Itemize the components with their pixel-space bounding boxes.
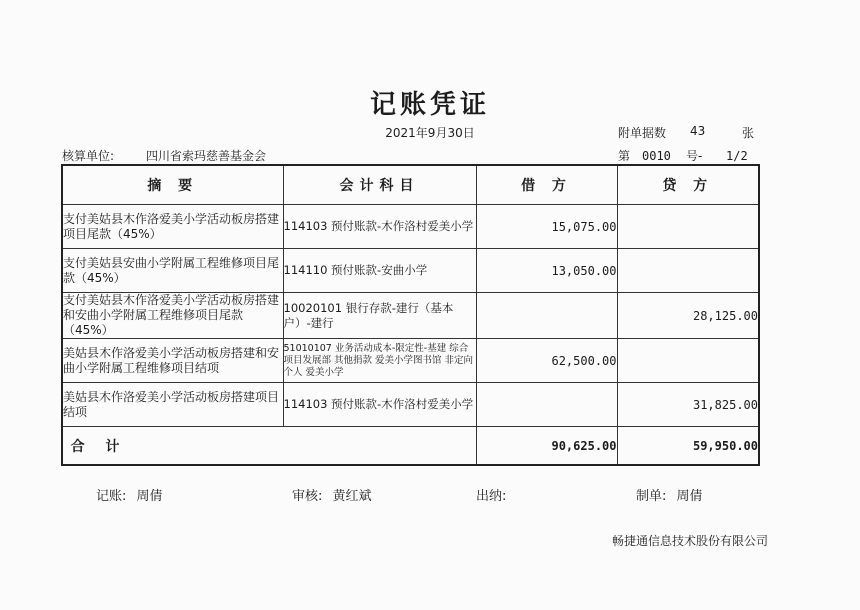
bookkeeper-name: 周倩 (136, 489, 163, 504)
row-subject: 10020101 银行存款-建行（基本户）-建行 (283, 293, 476, 339)
voucher-date: 2021年9月30日 (385, 126, 475, 140)
total-credit: 59,950.00 (617, 427, 759, 466)
table-header-row (62, 165, 759, 205)
voucher-title: 记账凭证 (369, 90, 490, 120)
voucher-number-value: 0010 (642, 149, 671, 163)
maker-signature (636, 485, 703, 504)
bookkeeper-label: 记账: (96, 489, 127, 504)
attachments-label: 附单据数 (618, 126, 667, 140)
row-debit: 13,050.00 (476, 249, 617, 293)
maker-name: 周倩 (676, 489, 703, 504)
voucher-number-prefix: 第 (618, 149, 631, 163)
reviewer-signature (292, 485, 372, 504)
row-debit (476, 293, 617, 339)
row-summary: 支付美姑县安曲小学附属工程维修项目尾款（45%） (62, 249, 283, 293)
row-subject: 114110 预付账款-安曲小学 (283, 249, 476, 293)
header-debit: 借 方 (476, 165, 617, 205)
row-credit (617, 205, 759, 249)
row-summary: 支付美姑县木作洛爱美小学活动板房搭建项目尾款（45%） (62, 205, 283, 249)
row-subject: 114103 预付账款-木作洛村爱美小学 (283, 205, 476, 249)
cashier-label: 出纳: (476, 489, 507, 504)
row-subject: 114103 预付账款-木作洛村爱美小学 (283, 383, 476, 427)
attachments-count: 43 (690, 124, 706, 138)
cashier-signature (476, 485, 517, 504)
total-label-text: 合 计 (70, 438, 128, 455)
table-row (62, 205, 759, 249)
unit-label: 核算单位: (62, 149, 115, 163)
voucher-number-mid: 号- (686, 149, 703, 163)
row-credit: 31,825.00 (617, 383, 759, 427)
row-summary: 美姑县木作洛爱美小学活动板房搭建项目结项 (62, 383, 283, 427)
reviewer-name: 黄红斌 (332, 489, 372, 504)
voucher-table (61, 164, 760, 466)
voucher-number (618, 147, 748, 164)
row-debit: 62,500.00 (476, 339, 617, 383)
table-row (62, 339, 759, 383)
maker-label: 制单: (636, 489, 667, 504)
unit-name: 四川省索玛慈善基金会 (146, 149, 267, 163)
reviewer-label: 审核: (292, 489, 323, 504)
voucher-page-number: 1/2 (726, 149, 748, 163)
row-credit (617, 249, 759, 293)
attachments-unit: 张 (742, 126, 755, 140)
header-credit: 贷 方 (617, 165, 759, 205)
header-subject: 会计科目 (283, 165, 476, 205)
row-debit: 15,075.00 (476, 205, 617, 249)
row-summary: 支付美姑县木作洛爱美小学活动板房搭建和安曲小学附属工程维修项目尾款（45%） (62, 293, 283, 339)
header-summary: 摘 要 (62, 165, 283, 205)
row-debit (476, 383, 617, 427)
row-summary: 美姑县木作洛爱美小学活动板房搭建和安曲小学附属工程维修项目结项 (62, 339, 283, 383)
software-company: 畅捷通信息技术股份有限公司 (612, 534, 769, 548)
row-subject: 51010107 业务活动成本-限定性-基建 综合项目发展部 其他捐款 爱美小学图书馆 非定向 个人 爱美小学 (283, 339, 476, 383)
bookkeeper-signature (96, 485, 163, 504)
total-label (62, 427, 476, 466)
total-row (62, 427, 759, 466)
row-credit (617, 339, 759, 383)
row-credit: 28,125.00 (617, 293, 759, 339)
table-row (62, 383, 759, 427)
table-row (62, 249, 759, 293)
table-row (62, 293, 759, 339)
total-debit: 90,625.00 (476, 427, 617, 466)
